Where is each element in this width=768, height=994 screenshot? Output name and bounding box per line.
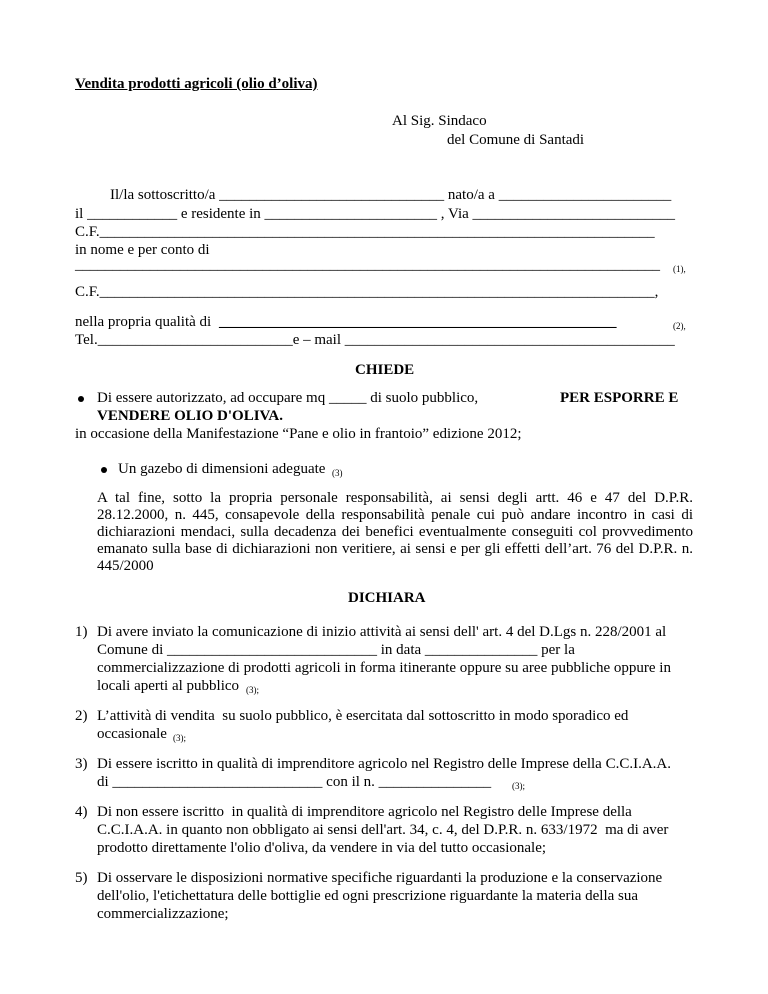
form-line-residence: il ____________ e residente in _______________________ , Via ___________________________	[75, 206, 676, 222]
form-line-behalf-blank: ______________________________________________________________________________	[75, 257, 660, 273]
footnote-ref-3: (3);	[512, 781, 525, 791]
request-text: Di essere autorizzato, ad occupare mq _____ di suolo pubblico,	[97, 390, 479, 406]
form-line-cf-2: C.F.__________________________________________________________________________,	[75, 284, 659, 300]
request-bold-a: PER ESPORRE E	[560, 390, 679, 406]
form-line-name: Il/la sottoscritto/a ______________________________ nato/a a _______________________	[110, 187, 672, 203]
declaration-number: 4)	[75, 804, 88, 820]
declaration-3-line-1: Di essere iscritto in qualità di imprenditore agricolo nel Registro delle Imprese della C.C.I.A.A.	[97, 756, 672, 772]
declaration-4-line-1: Di non essere iscritto in qualità di imprenditore agricolo nel Registro delle Imprese della	[97, 804, 632, 820]
declaration-1-line-2: Comune di ____________________________ in data _______________ per la	[97, 642, 575, 658]
footnote-ref-3: (3);	[173, 733, 186, 743]
document-title: Vendita prodotti agricoli (olio d’oliva)	[75, 76, 318, 92]
declaration-2-line-1: L’attività di vendita su suolo pubblico, è esercitata dal sottoscritto in modo sporadico ed	[97, 708, 629, 724]
declaration-2-line-2: occasionale	[97, 726, 167, 742]
declaration-1-line-4: locali aperti al pubblico	[97, 678, 240, 694]
section-heading-dichiara: DICHIARA	[348, 590, 426, 606]
responsibility-paragraph: A tal fine, sotto la propria personale responsabilità, ai sensi degli artt. 46 e 47 del D.P.R. 28.12.2000, n. 445, consapevole della responsabilità penale cui può andare incontro in casi di dichiarazioni mendaci, sulla decadenza dei benefici eventualmente conseguiti col provvedimento emanato sulla base di dichiarazioni non veritiere, ai sensi e per gli effetti dell’art. 76 del D.P.R. n. 445/2000	[97, 490, 693, 574]
declaration-1-line-3: commercializzazione di prodotti agricoli in forma itinerante oppure su aree pubbliche oppure in	[97, 660, 671, 676]
declaration-number: 1)	[75, 624, 88, 640]
declaration-1-line-1: Di avere inviato la comunicazione di inizio attività ai sensi dell' art. 4 del D.Lgs n. 228/2001 al	[97, 624, 667, 640]
declaration-5-line-3: commercializzazione;	[97, 906, 229, 922]
recipient-line-1: Al Sig. Sindaco	[392, 113, 487, 129]
declaration-number: 5)	[75, 870, 88, 886]
footnote-ref-2: (2),	[673, 321, 686, 331]
bullet-icon	[78, 396, 84, 402]
declaration-number: 2)	[75, 708, 88, 724]
declaration-3-line-2: di ____________________________ con il n. _______________	[97, 774, 492, 790]
request-bold-b: VENDERE OLIO D'OLIVA.	[97, 408, 284, 424]
footnote-ref-3: (3)	[332, 468, 343, 478]
event-occasion: in occasione della Manifestazione “Pane e olio in frantoio” edizione 2012;	[75, 426, 522, 442]
recipient-line-2: del Comune di Santadi	[447, 132, 585, 148]
form-line-behalf: in nome e per conto di	[75, 242, 210, 258]
section-heading-chiede: CHIEDE	[355, 362, 415, 378]
form-line-qualita-label: nella propria qualità di	[75, 314, 212, 330]
footnote-ref-1: (1),	[673, 264, 686, 274]
form-line-cf: C.F.__________________________________________________________________________	[75, 224, 655, 240]
footnote-ref-3: (3);	[246, 685, 259, 695]
declaration-4-line-3: prodotto direttamente l'olio d'oliva, da vendere in via del tutto occasionale;	[97, 840, 547, 856]
declaration-5-line-2: dell'olio, l'etichettatura delle bottiglie ed ogni prescrizione riguardante la materia della sua	[97, 888, 639, 904]
declaration-number: 3)	[75, 756, 88, 772]
form-line-tel-email: Tel.__________________________e – mail ____________________________________________	[75, 332, 675, 348]
gazebo-item: Un gazebo di dimensioni adeguate	[118, 461, 326, 477]
form-line-qualita-blank: _____________________________________________________	[219, 314, 617, 330]
declaration-4-line-2: C.C.I.A.A. in quanto non obbligato ai sensi dell'art. 34, c. 4, del D.P.R. n. 633/1972 ma di aver	[97, 822, 669, 838]
declaration-5-line-1: Di osservare le disposizioni normative specifiche riguardanti la produzione e la conservazione	[97, 870, 663, 886]
bullet-icon	[101, 467, 107, 473]
